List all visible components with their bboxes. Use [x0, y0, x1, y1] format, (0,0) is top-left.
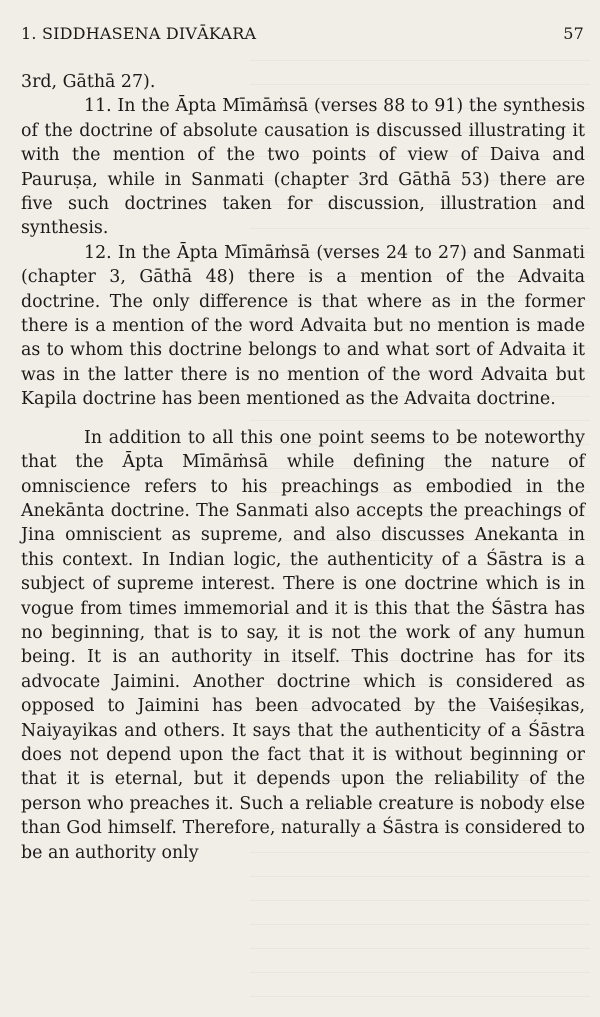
paragraph-point-11: 11. In the Āpta Mīmāṁsā (verses 88 to 91) the synthesis of the doctrine of absolute causation is discussed illustrating it with the mention of the two points of view of Daiva and Pauruṣa, while in Sanmati (chapter 3rd Gāthā 53) there are five such doctrines taken for discussion, illustration and synthesis. — [21, 96, 585, 239]
paragraph-omniscience: In addition to all this one point seems to be noteworthy that the Āpta Mīmāṁsā while defining the nature of omniscience refers to his preachings as embodied in the Anekānta doctrine. The Sanmati also accepts the preachings of Jina omniscient as supreme, and also discusses Anekanta in this context. In Indian logic, the authenticity of a Śāstra is a subject of supreme interest. There is one doctrine which is in vogue from times immemorial and it is this that the Śāstra has no beginning, that is to say, it is not the work of any humun being. It is an authority in itself. This doctrine has for its advocate Jaimini. Another doctrine which is considered as opposed to Jaimini has been advocated by the Vaiśeṣikas, Naiyayikas and others. It says that the authenticity of a Śāstra does not depend upon the fact that it is without beginning or that it is eternal, but it depends upon the reliability of the person who preaches it. Such a reliable creature is nobody else than God himself. Therefore, naturally a Śāstra is considered to be an authority only — [21, 427, 585, 863]
page-body — [21, 70, 585, 865]
page-header — [21, 24, 584, 46]
page-number: 57 — [563, 24, 584, 43]
paragraph-continuation: 3rd, Gāthā 27). — [21, 72, 156, 92]
paragraph-point-12: 12. In the Āpta Mīmāṁsā (verses 24 to 27) and Sanmati (chapter 3, Gāthā 48) there is a mention of the Advaita doctrine. The only difference is that where as in the former there is a mention of the word Advaita but no mention is made as to whom this doctrine belongs to and what sort of Advaita it was in the latter there is no mention of the word Advaita but Kapila doctrine has been mentioned as the Advaita doctrine. — [21, 242, 585, 410]
running-title: 1. SIDDHASENA DIVĀKARA — [21, 24, 257, 43]
